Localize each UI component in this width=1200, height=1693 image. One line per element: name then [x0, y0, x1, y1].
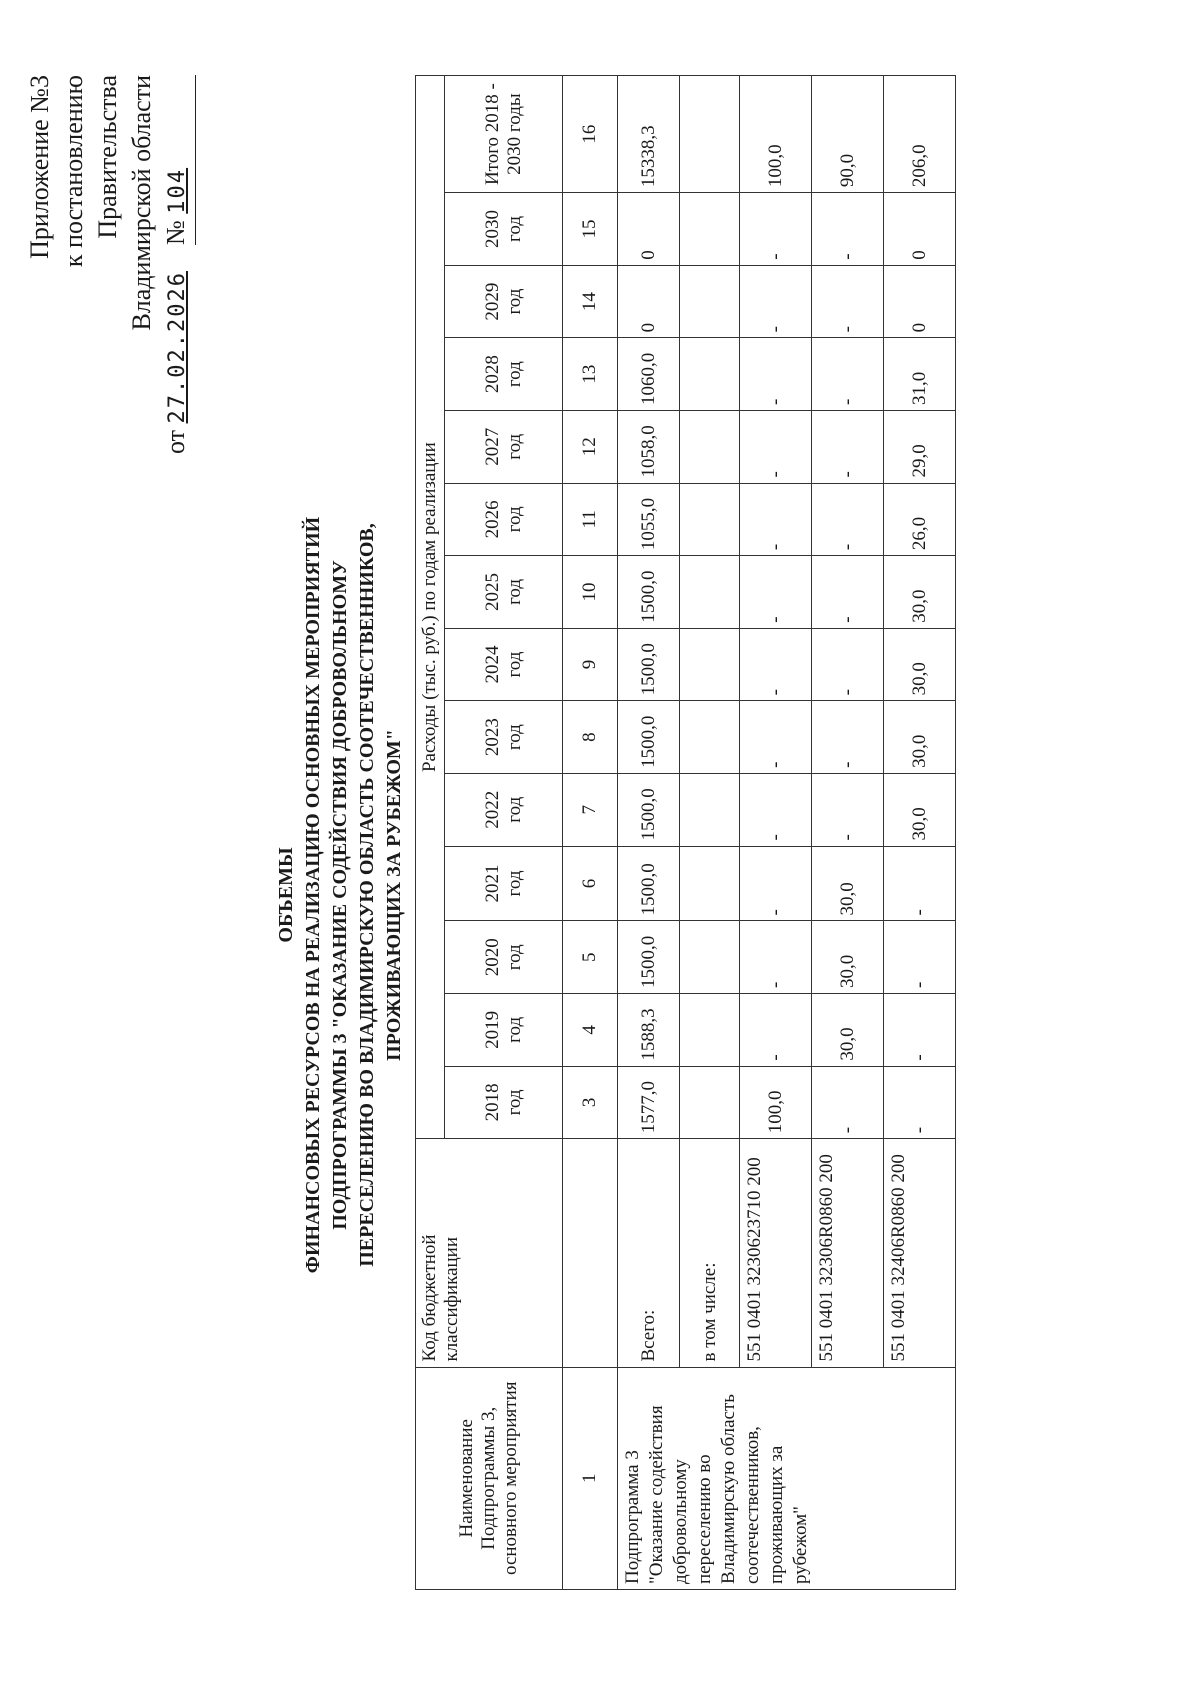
- value-cell: 30,0: [812, 921, 884, 994]
- column-number: 12: [563, 410, 618, 483]
- value-cell: -: [740, 338, 812, 411]
- year-header: 2030 год: [445, 193, 563, 266]
- kbk-cell: 551 0401 3230623710 200: [740, 1139, 812, 1367]
- column-number: 6: [563, 846, 618, 921]
- value-cell: -: [740, 265, 812, 338]
- year-header: 2027 год: [445, 410, 563, 483]
- value-cell: -: [740, 628, 812, 701]
- value-cell: 1060,0: [618, 338, 680, 411]
- value-cell-total: 206,0: [884, 76, 956, 193]
- value-cell: 1500,0: [618, 701, 680, 774]
- column-number: 11: [563, 483, 618, 556]
- value-cell: 1500,0: [618, 846, 680, 921]
- approval-date: 27.02.2026: [165, 271, 190, 424]
- value-cell: -: [884, 921, 956, 994]
- column-number: 16: [563, 76, 618, 193]
- value-cell: -: [884, 1066, 956, 1139]
- table-row: [740, 76, 812, 1590]
- value-cell: 29,0: [884, 410, 956, 483]
- year-header: 2021 год: [445, 846, 563, 921]
- value-cell: 1055,0: [618, 483, 680, 556]
- value-cell: 30,0: [884, 556, 956, 629]
- kbk-cell: Всего:: [618, 1139, 680, 1367]
- column-number: 4: [563, 994, 618, 1067]
- value-cell: [680, 483, 740, 556]
- value-cell: [680, 994, 740, 1067]
- title-line-4: ПЕРЕСЕЛЕНИЮ ВО ВЛАДИМИРСКУЮ ОБЛАСТЬ СООТЕЧЕСТВЕННИКОВ,: [356, 523, 378, 1267]
- value-cell: [680, 701, 740, 774]
- header-kbk: Код бюджетной классификации: [416, 1139, 563, 1367]
- number-prefix: №: [161, 220, 190, 245]
- table-row-including: [680, 76, 740, 1590]
- value-cell: -: [740, 773, 812, 846]
- approval-line-1: Приложение №3: [25, 75, 54, 259]
- header-expenses: Расходы (тыс. руб.) по годам реализации: [416, 76, 445, 1139]
- value-cell: [680, 628, 740, 701]
- value-cell: -: [812, 410, 884, 483]
- document-title: [273, 385, 408, 1405]
- value-cell: 1588,3: [618, 994, 680, 1067]
- program-name: Подпрограмма 3 "Оказание содействия добровольному переселению во Владимирскую область соотечественников, проживающих за рубежом": [618, 1367, 956, 1589]
- title-line-1: ОБЪЕМЫ: [275, 847, 297, 943]
- value-cell: -: [812, 628, 884, 701]
- value-cell: -: [740, 483, 812, 556]
- value-cell: 30,0: [884, 701, 956, 774]
- year-header: 2022 год: [445, 773, 563, 846]
- rotated-sheet: [0, 55, 1025, 1635]
- value-cell: 0: [618, 193, 680, 266]
- value-cell: 1058,0: [618, 410, 680, 483]
- approval-line-3: Правительства: [93, 75, 122, 239]
- column-number: 1: [563, 1367, 618, 1589]
- kbk-cell: в том числе:: [680, 1139, 740, 1367]
- value-cell: [680, 773, 740, 846]
- column-number: 10: [563, 556, 618, 629]
- value-cell: -: [740, 701, 812, 774]
- value-cell: 1500,0: [618, 921, 680, 994]
- year-header: 2026 год: [445, 483, 563, 556]
- approval-number-field: [159, 75, 196, 245]
- table-row: [812, 76, 884, 1590]
- value-cell-total: [680, 76, 740, 193]
- value-cell-total: 100,0: [740, 76, 812, 193]
- header-row: [416, 76, 445, 1590]
- column-number: 5: [563, 921, 618, 994]
- value-cell: [680, 338, 740, 411]
- approval-line-2: к постановлению: [59, 75, 88, 268]
- value-cell: -: [740, 193, 812, 266]
- value-cell: 30,0: [812, 994, 884, 1067]
- value-cell: 1577,0: [618, 1066, 680, 1139]
- column-numbers-row: [563, 76, 618, 1590]
- value-cell: 0: [884, 265, 956, 338]
- value-cell: -: [812, 556, 884, 629]
- year-header: 2024 год: [445, 628, 563, 701]
- kbk-cell: 551 0401 32306R0860 200: [812, 1139, 884, 1367]
- column-number: 3: [563, 1066, 618, 1139]
- value-cell: 31,0: [884, 338, 956, 411]
- value-cell: [680, 846, 740, 921]
- value-cell: [680, 265, 740, 338]
- year-header: 2019 год: [445, 994, 563, 1067]
- date-prefix: от: [161, 429, 190, 454]
- value-cell: -: [812, 193, 884, 266]
- year-header: 2020 год: [445, 921, 563, 994]
- title-line-5: ПРОЖИВАЮЩИХ ЗА РУБЕЖОМ": [383, 729, 405, 1061]
- approval-number: 104: [165, 167, 190, 214]
- value-cell: -: [812, 338, 884, 411]
- value-cell: -: [812, 773, 884, 846]
- value-cell: -: [740, 556, 812, 629]
- financing-table: [415, 75, 956, 1590]
- table-row-total: [618, 76, 680, 1590]
- value-cell: -: [884, 846, 956, 921]
- column-number: 9: [563, 628, 618, 701]
- kbk-cell: 551 0401 32406R0860 200: [884, 1139, 956, 1367]
- year-header: 2023 год: [445, 701, 563, 774]
- value-cell: 0: [884, 193, 956, 266]
- column-number: 8: [563, 701, 618, 774]
- value-cell: -: [740, 410, 812, 483]
- year-header: 2029 год: [445, 265, 563, 338]
- value-cell: 30,0: [884, 628, 956, 701]
- column-number: 15: [563, 193, 618, 266]
- value-cell: [680, 556, 740, 629]
- column-number: [563, 1139, 618, 1367]
- value-cell: 26,0: [884, 483, 956, 556]
- title-line-3: ПОДПРОГРАММЫ 3 "ОКАЗАНИЕ СОДЕЙСТВИЯ ДОБРОВОЛЬНОМУ: [329, 560, 351, 1230]
- column-number: 13: [563, 338, 618, 411]
- column-number: 14: [563, 265, 618, 338]
- column-number: 7: [563, 773, 618, 846]
- approval-block: [23, 75, 196, 475]
- approval-line-4: Владимирской области: [127, 75, 156, 331]
- value-cell-total: 15338,3: [618, 76, 680, 193]
- value-cell: -: [740, 846, 812, 921]
- value-cell: 100,0: [740, 1066, 812, 1139]
- approval-date-line: [159, 75, 196, 475]
- value-cell: -: [812, 1066, 884, 1139]
- value-cell: [680, 193, 740, 266]
- title-line-2: ФИНАНСОВЫХ РЕСУРСОВ НА РЕАЛИЗАЦИЮ ОСНОВНЫХ МЕРОПРИЯТИЙ: [302, 516, 324, 1274]
- value-cell: 0: [618, 265, 680, 338]
- value-cell: -: [812, 483, 884, 556]
- value-cell: 30,0: [884, 773, 956, 846]
- year-header: 2028 год: [445, 338, 563, 411]
- value-cell: -: [740, 994, 812, 1067]
- value-cell: 1500,0: [618, 628, 680, 701]
- value-cell: [680, 1066, 740, 1139]
- value-cell: 1500,0: [618, 556, 680, 629]
- value-cell: [680, 921, 740, 994]
- value-cell: 1500,0: [618, 773, 680, 846]
- table-row: [884, 76, 956, 1590]
- value-cell: -: [884, 994, 956, 1067]
- year-header: 2025 год: [445, 556, 563, 629]
- value-cell: [680, 410, 740, 483]
- header-name: Наименование Подпрограммы 3, основного мероприятия: [416, 1367, 563, 1589]
- value-cell: -: [812, 701, 884, 774]
- year-header-total: Итого 2018 - 2030 годы: [445, 76, 563, 193]
- value-cell: -: [740, 921, 812, 994]
- value-cell: -: [812, 265, 884, 338]
- value-cell: 30,0: [812, 846, 884, 921]
- value-cell-total: 90,0: [812, 76, 884, 193]
- year-header: 2018 год: [445, 1066, 563, 1139]
